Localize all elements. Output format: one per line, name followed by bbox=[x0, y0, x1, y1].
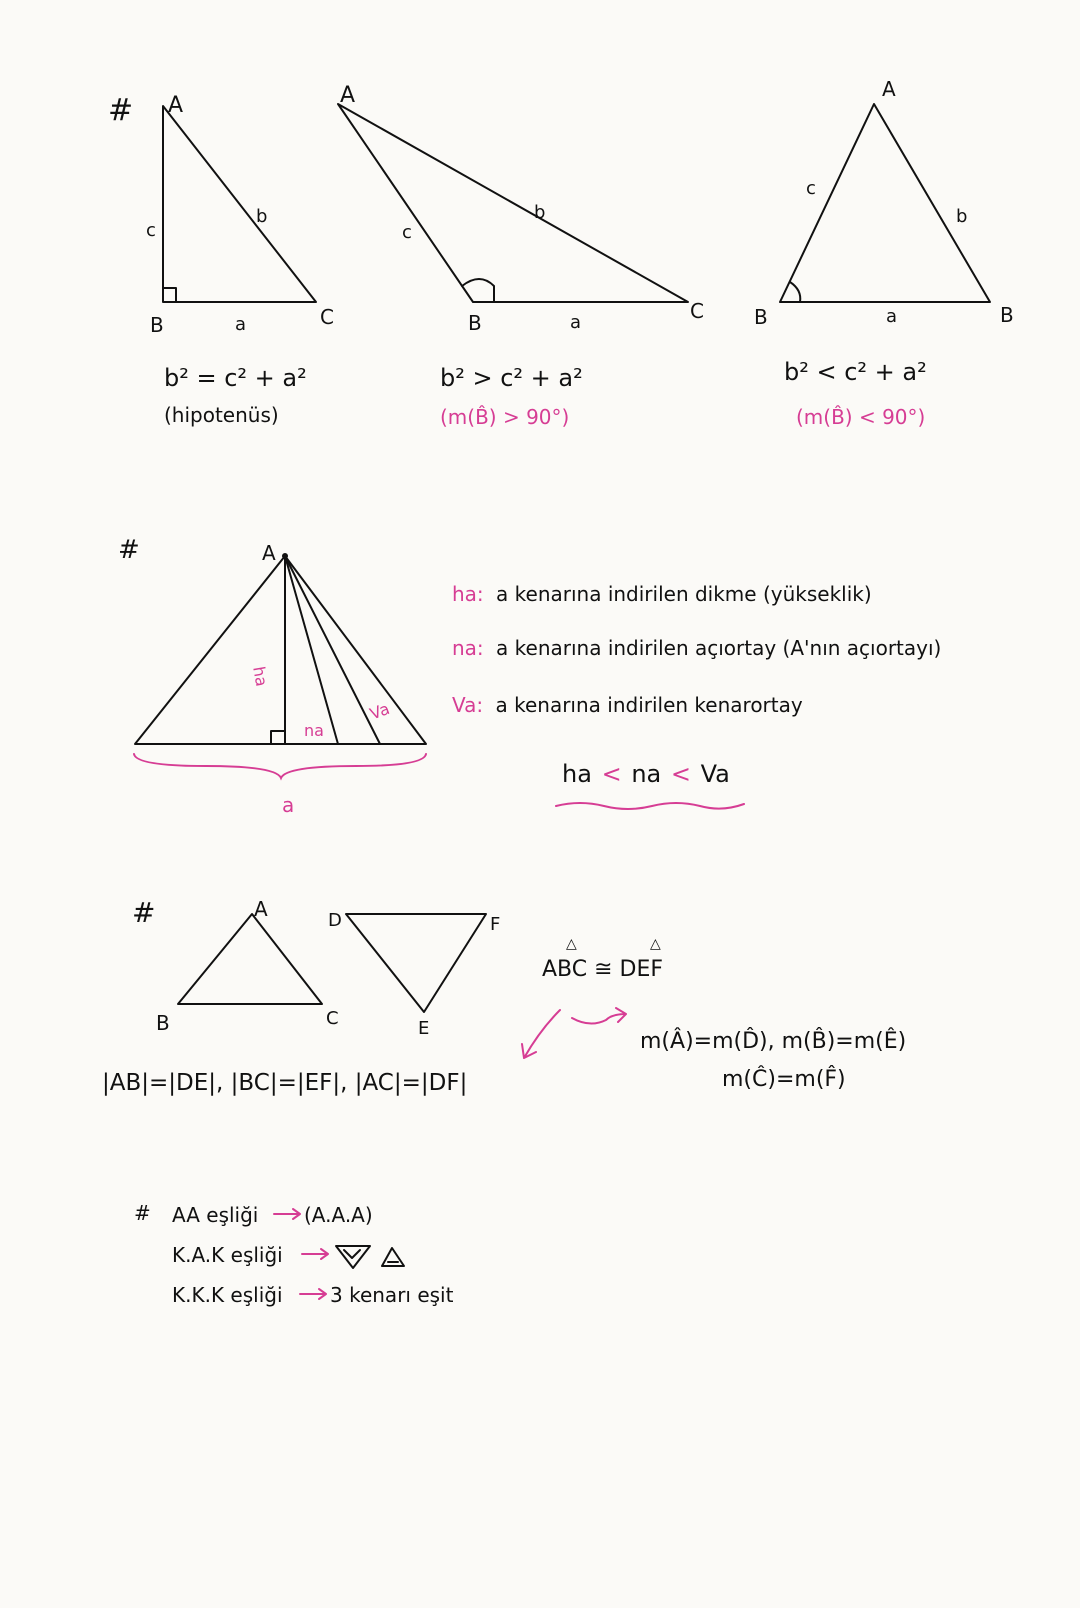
def-va-text: a kenarına indirilen kenarortay bbox=[495, 693, 803, 717]
kak-triangle-icon bbox=[336, 1246, 370, 1268]
cevian-vertex-a: A bbox=[262, 541, 276, 565]
cevian-label-ha: ha bbox=[249, 664, 272, 688]
cevian-label-va: Va bbox=[367, 698, 393, 724]
angle-equalities-1: m(Â)=m(D̂), m(B̂)=m(Ê) bbox=[640, 1029, 907, 1054]
cevian-base-a: a bbox=[282, 793, 295, 817]
abc-vertex-c: C bbox=[326, 1008, 339, 1029]
right-side-a: a bbox=[235, 314, 247, 335]
inequality-underline bbox=[556, 803, 744, 809]
right-side-b: b bbox=[256, 206, 268, 227]
apex-dot bbox=[282, 553, 288, 559]
triangle-sym-2: △ bbox=[650, 936, 661, 952]
acute-triangle bbox=[754, 77, 1014, 429]
obtuse-note: (m(B̂) > 90°) bbox=[440, 405, 570, 429]
def-ha-line bbox=[452, 582, 872, 606]
acute-side-b: b bbox=[956, 206, 968, 227]
obtuse-angle-arc bbox=[462, 279, 494, 302]
right-vertex-c: C bbox=[320, 305, 334, 329]
rule-kkk: K.K.K eşliği bbox=[172, 1283, 283, 1307]
right-note: (hipotenüs) bbox=[164, 403, 279, 427]
rule-kak: K.A.K eşliği bbox=[172, 1243, 283, 1267]
def-vertex-f: F bbox=[490, 914, 501, 935]
rule-kkk-result: 3 kenarı eşit bbox=[330, 1283, 454, 1307]
ineq-lt-2: < bbox=[670, 760, 691, 788]
triangle-sym-1: △ bbox=[566, 936, 577, 952]
obtuse-side-a: a bbox=[570, 312, 582, 333]
pink-arrow-right bbox=[572, 1008, 626, 1024]
def-va-line bbox=[452, 693, 803, 717]
def-vertex-e: E bbox=[418, 1018, 430, 1039]
right-vertex-a: A bbox=[168, 93, 184, 118]
congruence-statement: ABC ≅ DEF bbox=[542, 957, 664, 982]
acute-formula: b² < c² + a² bbox=[784, 358, 927, 386]
right-formula: b² = c² + a² bbox=[164, 364, 307, 392]
rule-kak-arrow bbox=[302, 1249, 328, 1259]
acute-side-a: a bbox=[886, 306, 898, 327]
obtuse-vertex-a: A bbox=[340, 83, 356, 108]
triangle-abc-shape bbox=[178, 914, 322, 1004]
congruence-rules bbox=[134, 1201, 454, 1307]
kak-second-triangle-icon bbox=[382, 1248, 404, 1266]
acute-vertex-b-left: B bbox=[754, 305, 768, 329]
def-ha-text: a kenarına indirilen dikme (yükseklik) bbox=[496, 582, 872, 606]
obtuse-triangle-shape bbox=[338, 104, 688, 302]
acute-vertex-a: A bbox=[882, 77, 896, 101]
obtuse-side-b: b bbox=[534, 202, 546, 223]
pink-arrow-left bbox=[522, 1010, 560, 1058]
abc-vertex-a: A bbox=[254, 897, 268, 921]
altitude-right-angle bbox=[271, 731, 285, 744]
rule-aa-result: (A.A.A) bbox=[304, 1203, 373, 1227]
ineq-na: na bbox=[631, 760, 662, 788]
rule-aa-arrow bbox=[274, 1209, 300, 1219]
base-brace bbox=[134, 754, 426, 778]
def-na-line bbox=[452, 636, 941, 660]
def-na-text: a kenarına indirilen açıortay (A'nın açıortayı) bbox=[496, 636, 942, 660]
triangle-def-shape bbox=[346, 914, 486, 1012]
def-va-key: Va: bbox=[452, 693, 484, 717]
ineq-va: Va bbox=[700, 760, 730, 788]
ineq-ha: ha bbox=[562, 760, 592, 788]
ineq-lt-1: < bbox=[601, 760, 622, 788]
right-triangle bbox=[146, 93, 334, 427]
right-triangle-shape bbox=[163, 106, 316, 302]
section2-mark: # bbox=[118, 535, 140, 565]
acute-note: (m(B̂) < 90°) bbox=[796, 405, 926, 429]
section4-mark: # bbox=[134, 1201, 151, 1225]
median-line bbox=[285, 556, 380, 744]
obtuse-vertex-b: B bbox=[468, 311, 482, 335]
cevian-label-na: na bbox=[304, 721, 324, 740]
right-angle-mark bbox=[163, 288, 176, 302]
congruent-triangles bbox=[102, 897, 906, 1096]
cevian-inequality bbox=[562, 760, 730, 788]
right-vertex-b: B bbox=[150, 313, 164, 337]
obtuse-vertex-c: C bbox=[690, 299, 704, 323]
rule-kkk-arrow bbox=[300, 1289, 326, 1299]
obtuse-triangle bbox=[338, 83, 704, 429]
cevian-triangle bbox=[134, 541, 426, 817]
abc-vertex-b: B bbox=[156, 1011, 170, 1035]
acute-angle-arc bbox=[790, 282, 800, 302]
obtuse-side-c: c bbox=[402, 222, 412, 243]
right-side-c: c bbox=[146, 220, 156, 241]
def-ha-key: ha: bbox=[452, 582, 484, 606]
acute-vertex-b-right: B bbox=[1000, 303, 1014, 327]
side-equalities: |AB|=|DE|, |BC|=|EF|, |AC|=|DF| bbox=[102, 1070, 468, 1096]
obtuse-formula: b² > c² + a² bbox=[440, 364, 583, 392]
acute-triangle-shape bbox=[780, 104, 990, 302]
def-vertex-d: D bbox=[328, 910, 342, 931]
acute-side-c: c bbox=[806, 178, 816, 199]
section1-mark: # bbox=[108, 93, 134, 128]
bisector-line bbox=[285, 556, 338, 744]
def-na-key: na: bbox=[452, 636, 484, 660]
rule-aa: AA eşliği bbox=[172, 1203, 259, 1227]
cevian-definitions bbox=[452, 582, 941, 809]
section3-mark: # bbox=[132, 896, 156, 929]
angle-equalities-2: m(Ĉ)=m(F̂) bbox=[722, 1067, 846, 1092]
